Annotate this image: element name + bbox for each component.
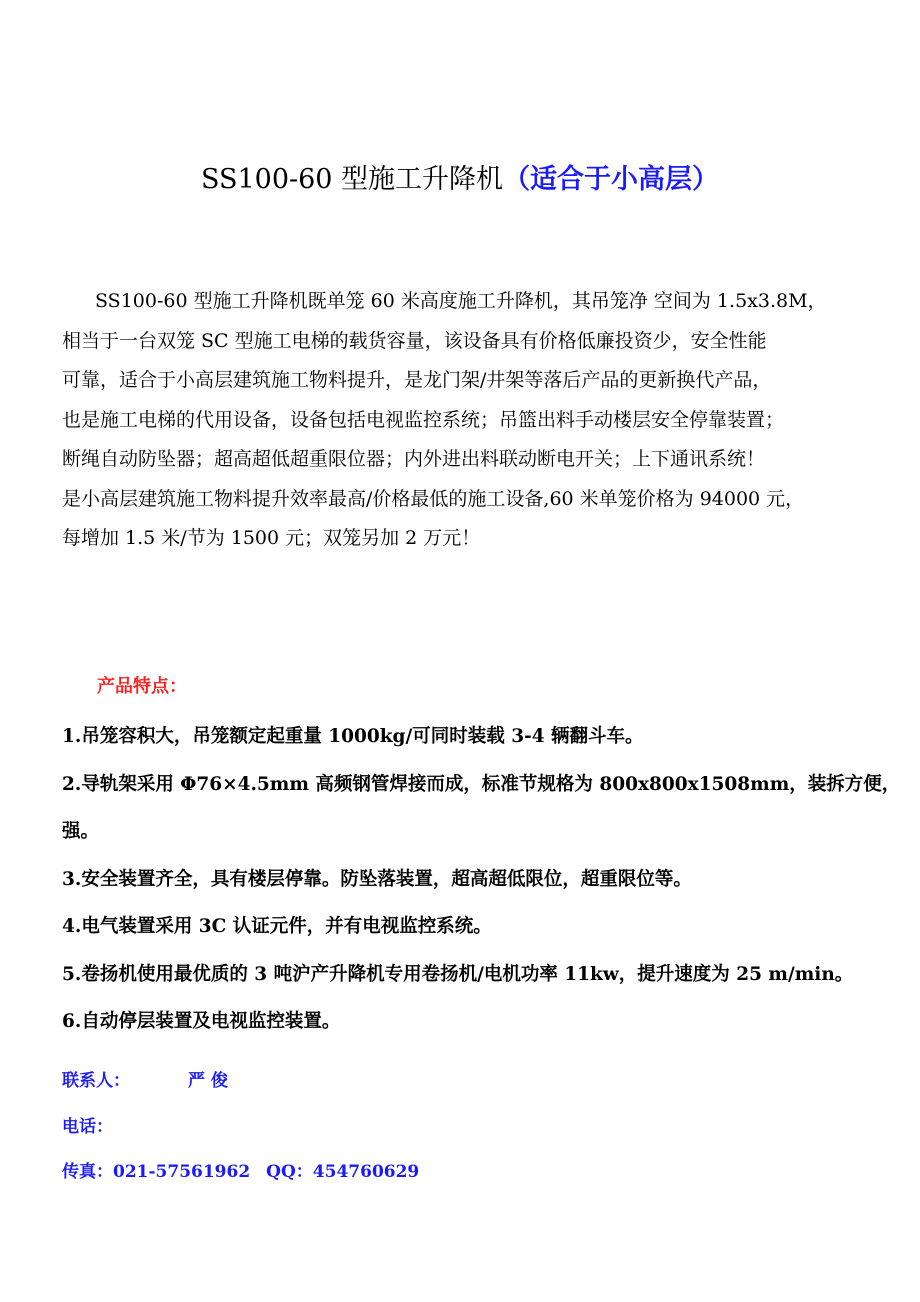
page-title — [0, 160, 920, 200]
feature-item: 3.安全装置齐全，具有楼层停靠。防坠落装置，超高超低限位，超重限位等。 — [62, 868, 692, 890]
intro-paragraph — [62, 282, 918, 559]
contact-person-name: 严 俊 — [188, 1071, 228, 1091]
title-main: SS100-60 型施工升降机 — [200, 164, 504, 195]
contact-fax-label: 传真： — [62, 1162, 113, 1182]
intro-line: 断绳自动防坠器；超高超低超重限位器；内外进出料联动断电开关；上下通讯系统！ — [62, 448, 766, 470]
feature-item: 5.卷扬机使用最优质的 3 吨沪产升降机专用卷扬机/电机功率 11kw，提升速度为 25 m/min。 — [62, 963, 854, 985]
intro-line: 是小高层建筑施工物料提升效率最高/价格最低的施工设备,60 米单笼价格为 94000 元， — [62, 487, 805, 510]
feature-item: 2.导轨架采用 Φ76×4.5mm 高频钢管焊接而成，标准节规格为 800x800x1508mm，装拆方便， — [62, 773, 901, 795]
contact-qq-value: 454760629 — [312, 1162, 420, 1182]
title-accent: （适合于小高层） — [503, 164, 720, 195]
intro-line: 可靠，适合于小高层建筑施工物料提升，是龙门架/井架等落后产品的更新换代产品， — [62, 369, 772, 391]
feature-item-continuation: 强。 — [62, 821, 100, 842]
features-heading: 产品特点： — [97, 676, 187, 697]
intro-line: 也是施工电梯的代用设备，设备包括电视监控系统；吊篮出料手动楼层安全停靠装置； — [62, 408, 785, 431]
contact-fax-value: 021-57561962 — [113, 1162, 251, 1182]
intro-line: 每增加 1.5 米/节为 1500 元；双笼另加 2 万元！ — [62, 527, 481, 549]
feature-item: 1.吊笼容积大，吊笼额定起重量 1000kg/可同时装载 3-4 辆翻斗车。 — [62, 726, 644, 747]
feature-item: 4.电气装置采用 3C 认证元件，并有电视监控系统。 — [62, 916, 492, 937]
contact-phone-label: 电话： — [62, 1117, 113, 1137]
contact-qq-label: QQ： — [266, 1162, 313, 1182]
features-list — [62, 713, 920, 1046]
feature-item: 6.自动停层装置及电视监控装置。 — [62, 1011, 341, 1032]
contact-person — [62, 1069, 228, 1093]
intro-line: 相当于一台双笼 SC 型施工电梯的载货容量，该设备具有价格低廉投资少，安全性能 — [62, 329, 767, 352]
contact-fax-qq — [62, 1160, 419, 1184]
contact-phone — [62, 1115, 113, 1139]
intro-line: SS100-60 型施工升降机既单笼 60 米高度施工升降机，其吊笼净 空间为 1.5x3.8M， — [95, 290, 827, 312]
contact-person-label: 联系人： — [62, 1071, 130, 1091]
